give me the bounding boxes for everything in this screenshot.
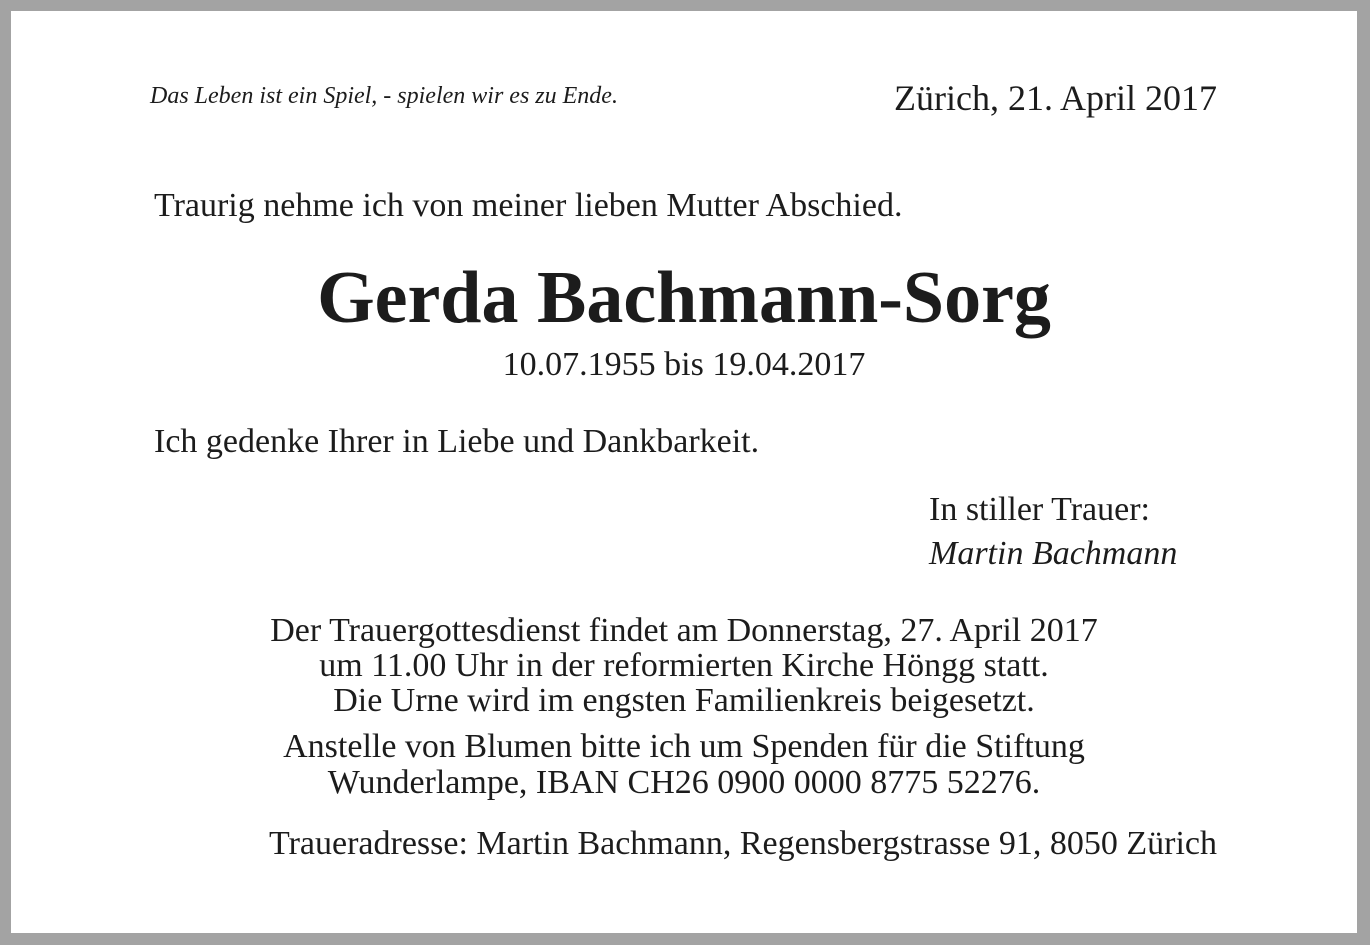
intro-text: Traurig nehme ich von meiner lieben Mutter Abschied. xyxy=(154,187,903,224)
service-line: Die Urne wird im engsten Familienkreis beigesetzt. xyxy=(333,682,1035,719)
donation-info xyxy=(11,729,1357,801)
deceased-name: Gerda Bachmann-Sorg xyxy=(317,257,1051,339)
service-line: um 11.00 Uhr in der reformierten Kirche Höngg statt. xyxy=(319,647,1049,684)
place-date: Zürich, 21. April 2017 xyxy=(894,78,1217,118)
service-info xyxy=(11,613,1357,718)
service-line: Der Trauergottesdienst findet am Donnerstag, 27. April 2017 xyxy=(270,612,1098,649)
obituary-card xyxy=(11,11,1357,933)
donation-line: Anstelle von Blumen bitte ich um Spenden für die Stiftung xyxy=(283,728,1085,765)
life-dates: 10.07.1955 bis 19.04.2017 xyxy=(502,346,866,383)
mourner-name: Martin Bachmann xyxy=(929,535,1178,572)
donation-line: Wunderlampe, IBAN CH26 0900 0000 8775 52276. xyxy=(327,764,1041,801)
mourning-signature xyxy=(929,488,1177,576)
remembrance-text: Ich gedenke Ihrer in Liebe und Dankbarkeit. xyxy=(154,423,760,460)
mourning-address: Traueradresse: Martin Bachmann, Regensbergstrasse 91, 8050 Zürich xyxy=(269,825,1217,862)
mourning-label: In stiller Trauer: xyxy=(929,491,1150,528)
motto-quote: Das Leben ist ein Spiel, - spielen wir es zu Ende. xyxy=(150,83,618,109)
